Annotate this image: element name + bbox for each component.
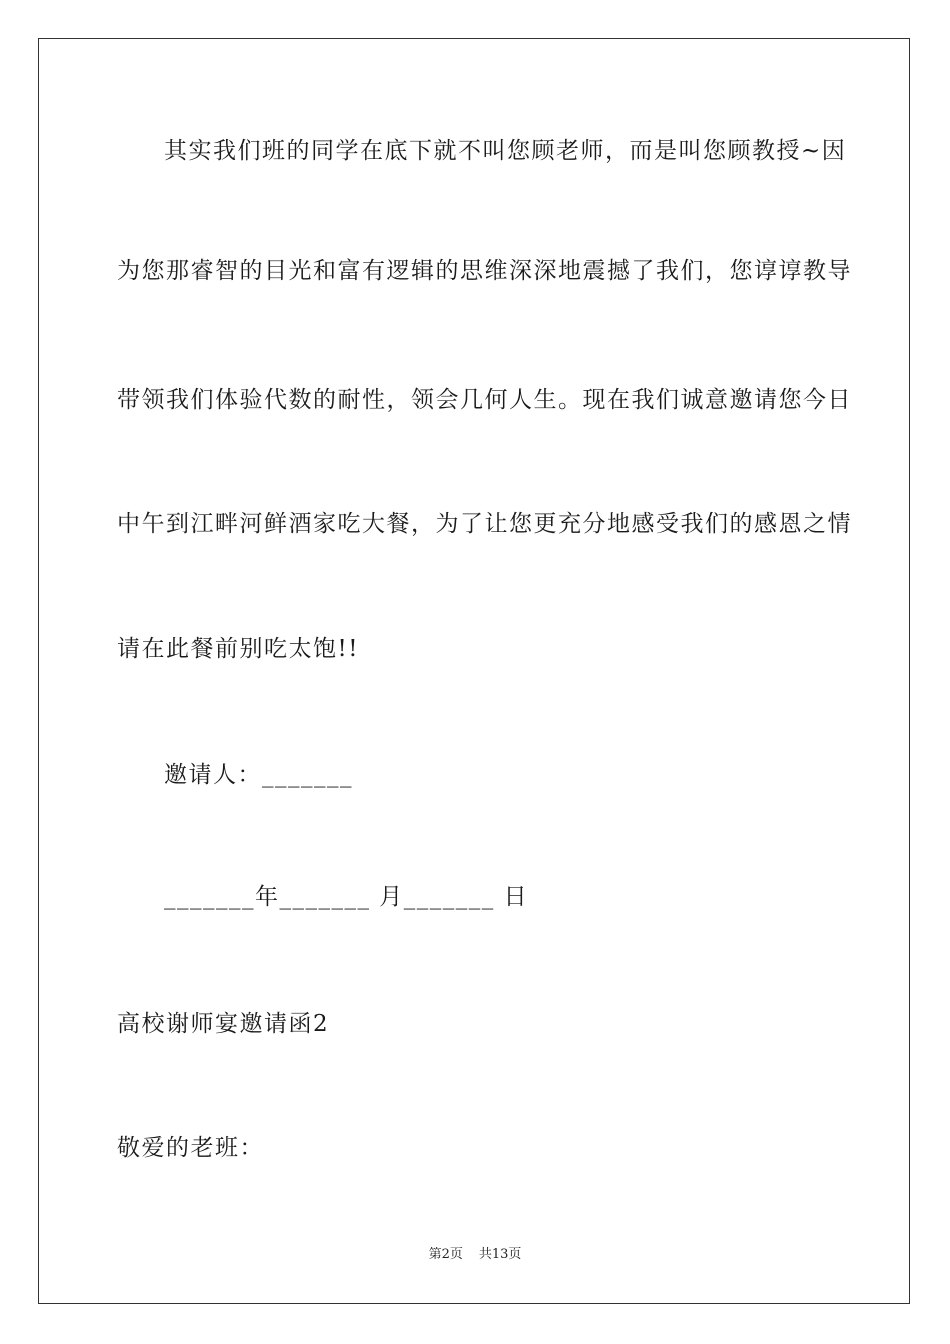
body-line-5: 请在此餐前别吃太饱!! xyxy=(117,636,359,662)
inviter-line: 邀请人：_______ xyxy=(164,762,353,788)
body-line-4: 中午到江畔河鲜酒家吃大餐，为了让您更充分地感受我们的感恩之情 xyxy=(117,511,852,537)
section-heading: 高校谢师宴邀请函2 xyxy=(117,1011,330,1037)
salutation: 敬爱的老班： xyxy=(117,1135,264,1161)
page-number: 第2页 xyxy=(428,1247,463,1262)
body-line-2: 为您那睿智的目光和富有逻辑的思维深深地震撼了我们，您谆谆教导 xyxy=(117,258,852,284)
body-line-1: 其实我们班的同学在底下就不叫您顾老师，而是叫您顾教授~因 xyxy=(164,138,847,164)
page-border xyxy=(38,38,910,1304)
body-line-3: 带领我们体验代数的耐性，领会几何人生。现在我们诚意邀请您今日 xyxy=(117,387,852,413)
page-total: 共13页 xyxy=(478,1247,522,1262)
date-line: _______年_______ 月_______ 日 xyxy=(164,884,529,910)
page-footer xyxy=(0,1246,950,1264)
